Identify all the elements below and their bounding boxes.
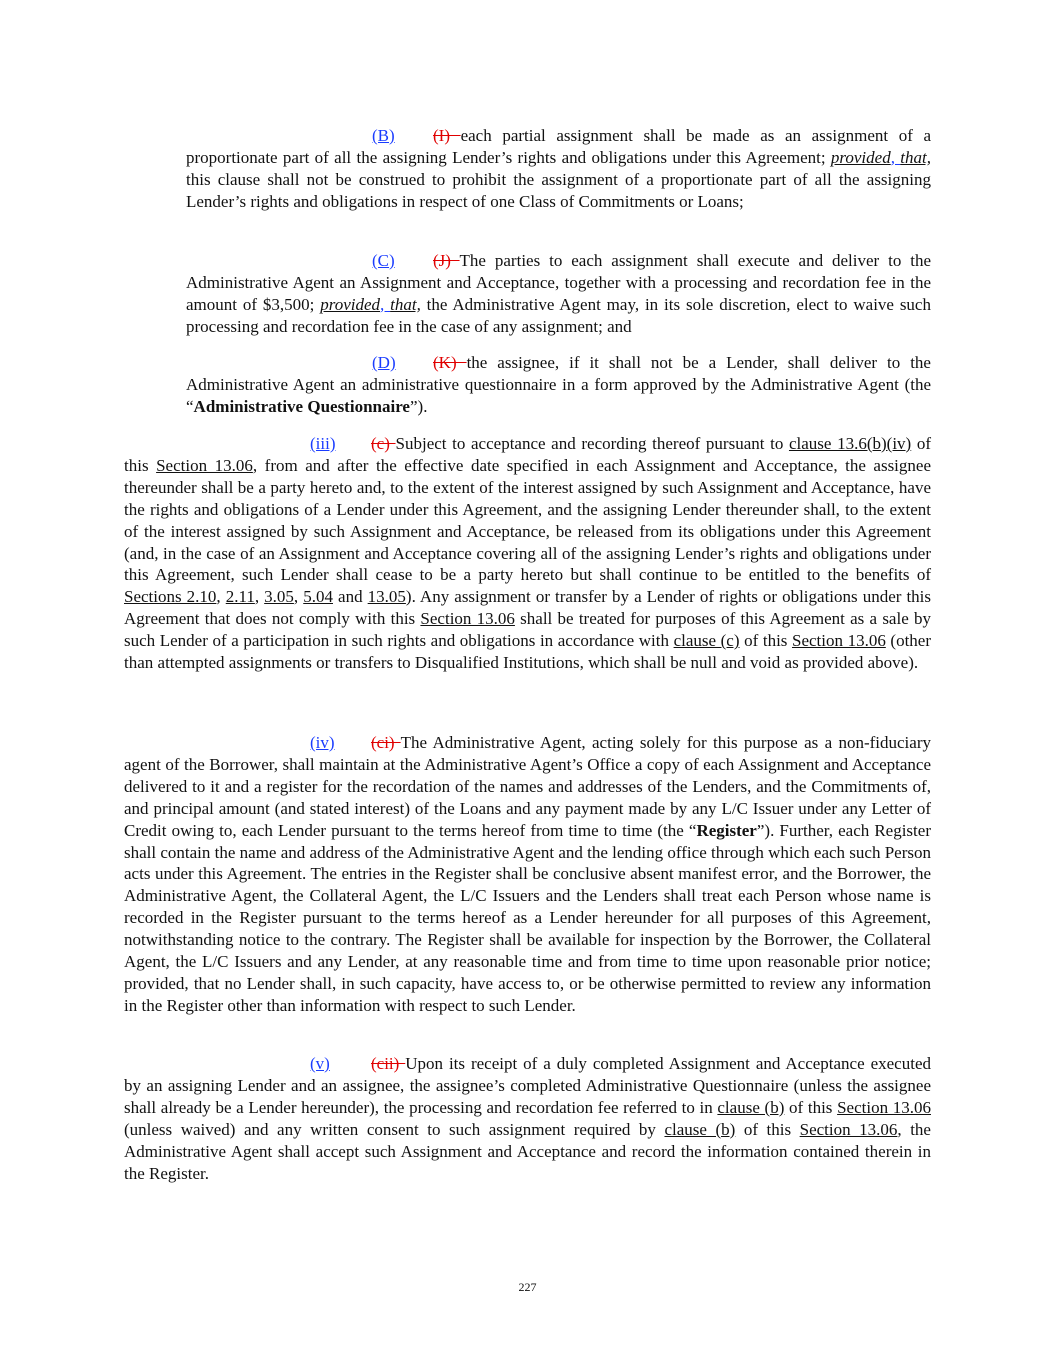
label-new-c: (C) [372,251,395,270]
ref-sections-2-10[interactable]: Sections 2.10 [124,587,217,607]
label-new-iii: (iii) [310,434,336,453]
provided-comma-c: , [380,294,391,314]
text-d-2: ”). [409,396,428,416]
text-iv-2: ”). Further, each Register shall contain the name and address of the Administrative Agent and the lending office through which each such Person acts under this Agreement. The entries in the Register shall be conclusive absent manifest error, and the Borrower, the Administrative Agent, the Collateral Agent, the L/C Issuers and the Lenders shall treat each Person whose name is recorded in the Register pursuant to the terms hereof as a Lender hereunder for all purposes of this Agreement, notwithstanding notice to the contrary. The Register shall be available for inspection by the Borrower, the Collateral Agent, the L/C Issuers and any Lender, at any reasonable time and from time to time upon reasonable prior notice; provided, that no Lender shall, in such capacity, have access to, or be otherwise permitted to review any information in the Register other than information with respect to such Lender. [124,820,931,1015]
ref-clause-b[interactable]: clause (b) [664,1119,736,1139]
text-iii-1: Subject to acceptance and recording thereof pursuant to [395,434,789,453]
ref-section-13-06[interactable]: Section 13.06 [837,1097,931,1117]
label-old-v: (cii) [371,1054,406,1073]
text-c-2: the Administrative Agent may, in its sole discretion, elect to waive such processing and recordation fee in the case of any assignment; and [186,294,931,336]
label-old-d: (K) [433,353,467,372]
label-new-b: (B) [372,126,395,145]
paragraph-c [186,250,931,338]
label-new-iv: (iv) [310,733,335,752]
text-iii-3: , from and after the effective date specified in each Assignment and Acceptance, the assignee thereunder shall be a party hereto and, to the extent of the interest assigned by such Assignment and Acceptance, have the rights and obligations of a Lender under this Agreement, and the assigning Lender thereunder shall, to the extent of the interest assigned by such Assignment and Acceptance, be released from its obligations under this Agreement (and, in the case of an Assignment and Acceptance covering all of the assigning Lender’s rights and obligations under this Agreement, such Lender shall cease to be a party hereto but shall continue to be entitled to the benefits of [124,455,931,585]
label-old-iv: (ci) [371,733,401,752]
defined-term-register: Register [696,820,757,840]
text-iv-1: The Administrative Agent, acting solely for this purpose as a non-fiduciary agent of the Borrower, shall maintain at the Administrative Agent’s Office a copy of each Assignment and Acceptance delivered to it and a register for the recordation of the names and addresses of the Lenders, and the Commitments of, and principal amount (and stated interest) of the Loans and any payment made by any L/C Issuer under any Letter of Credit owing to, each Lender pursuant to the terms hereof from time to time (the “ [124,733,931,840]
ref-5-04[interactable]: 5.04 [303,587,333,607]
text-b-2: this clause shall not be construed to prohibit the assignment of a proportionate part of all the assigning Lender’s rights and obligations in respect of one Class of Commitments or Loans; [186,169,931,211]
paragraph-d [186,352,931,418]
that-b: that, [900,147,931,167]
text-iii-4: ). Any assignment or transfer by a Lender of rights or obligations under this Agreement that does not comply with this [124,587,932,629]
sep-and: and [332,587,368,607]
ref-clause-13-6-b-iv[interactable]: clause 13.6(b)(iv) [788,434,912,453]
ref-clause-b[interactable]: clause (b) [717,1097,785,1117]
provided-c: provided [320,294,381,314]
paragraph-b [186,125,931,213]
that-c: that, [390,294,421,314]
ref-2-11[interactable]: 2.11 [225,587,255,607]
text-iii-7: (other than attempted assignments or transfers to Disqualified Institutions, which shall be null and void as provided above). [124,631,932,673]
sep-2: , [254,587,265,607]
ref-3-05[interactable]: 3.05 [264,587,294,607]
text-iii-5: shall be treated for purposes of this Agreement as a sale by such Lender of a participation in such rights and obligations in accordance with [124,609,931,651]
page-number: 227 [518,1280,537,1294]
text-v-1: Upon its receipt of a duly completed Assignment and Acceptance executed by an assigning Lender and an assignee, the assignee’s completed Administrative Questionnaire (unless the assignee shall already be a Lender hereunder), the processing and recordation fee referred to in [124,1054,931,1117]
label-new-v: (v) [310,1054,330,1073]
sep-3: , [293,587,304,607]
text-v-3: (unless waived) and any written consent to such assignment required by [124,1119,665,1139]
ref-clause-c[interactable]: clause (c) [673,631,740,651]
provided-comma-b: , [890,147,901,167]
paragraph-iii [124,433,931,674]
label-old-iii: (c) [371,434,396,453]
label-old-b: (I) [433,126,461,145]
text-v-4: of this [735,1119,800,1139]
ref-section-13-06[interactable]: Section 13.06 [156,455,253,475]
label-new-d: (D) [372,353,396,372]
text-v-2: of this [784,1097,838,1117]
ref-section-13-06[interactable]: Section 13.06 [799,1119,898,1139]
label-old-c: (J) [433,251,460,270]
paragraph-v [124,1053,931,1184]
text-b-1: each partial assignment shall be made as an assignment of a proportionate part of all the assigning Lender’s rights and obligations under this Agreement; [186,126,932,167]
text-iii-6: of this [739,631,792,651]
text-c-1: The parties to each assignment shall execute and deliver to the Administrative Agent an Assignment and Acceptance, together with a processing and recordation fee in the amount of $3,500; [186,251,931,314]
sep-1: , [216,587,226,607]
text-iii-2: of this [124,434,932,475]
ref-section-13-06[interactable]: Section 13.06 [420,609,515,629]
paragraph-iv [124,732,931,1017]
provided-b: provided [830,147,891,167]
text-v-5: , the Administrative Agent shall accept such Assignment and Acceptance and record the information contained therein in the Register. [124,1119,931,1183]
ref-section-13-06[interactable]: Section 13.06 [792,631,886,651]
text-d-1: the assignee, if it shall not be a Lender, shall deliver to the Administrative Agent an administrative questionnaire in a form approved by the Administrative Agent (the “ [186,353,931,416]
ref-13-05[interactable]: 13.05 [367,587,406,607]
defined-term-admin-questionnaire: Administrative Questionnaire [193,396,410,416]
